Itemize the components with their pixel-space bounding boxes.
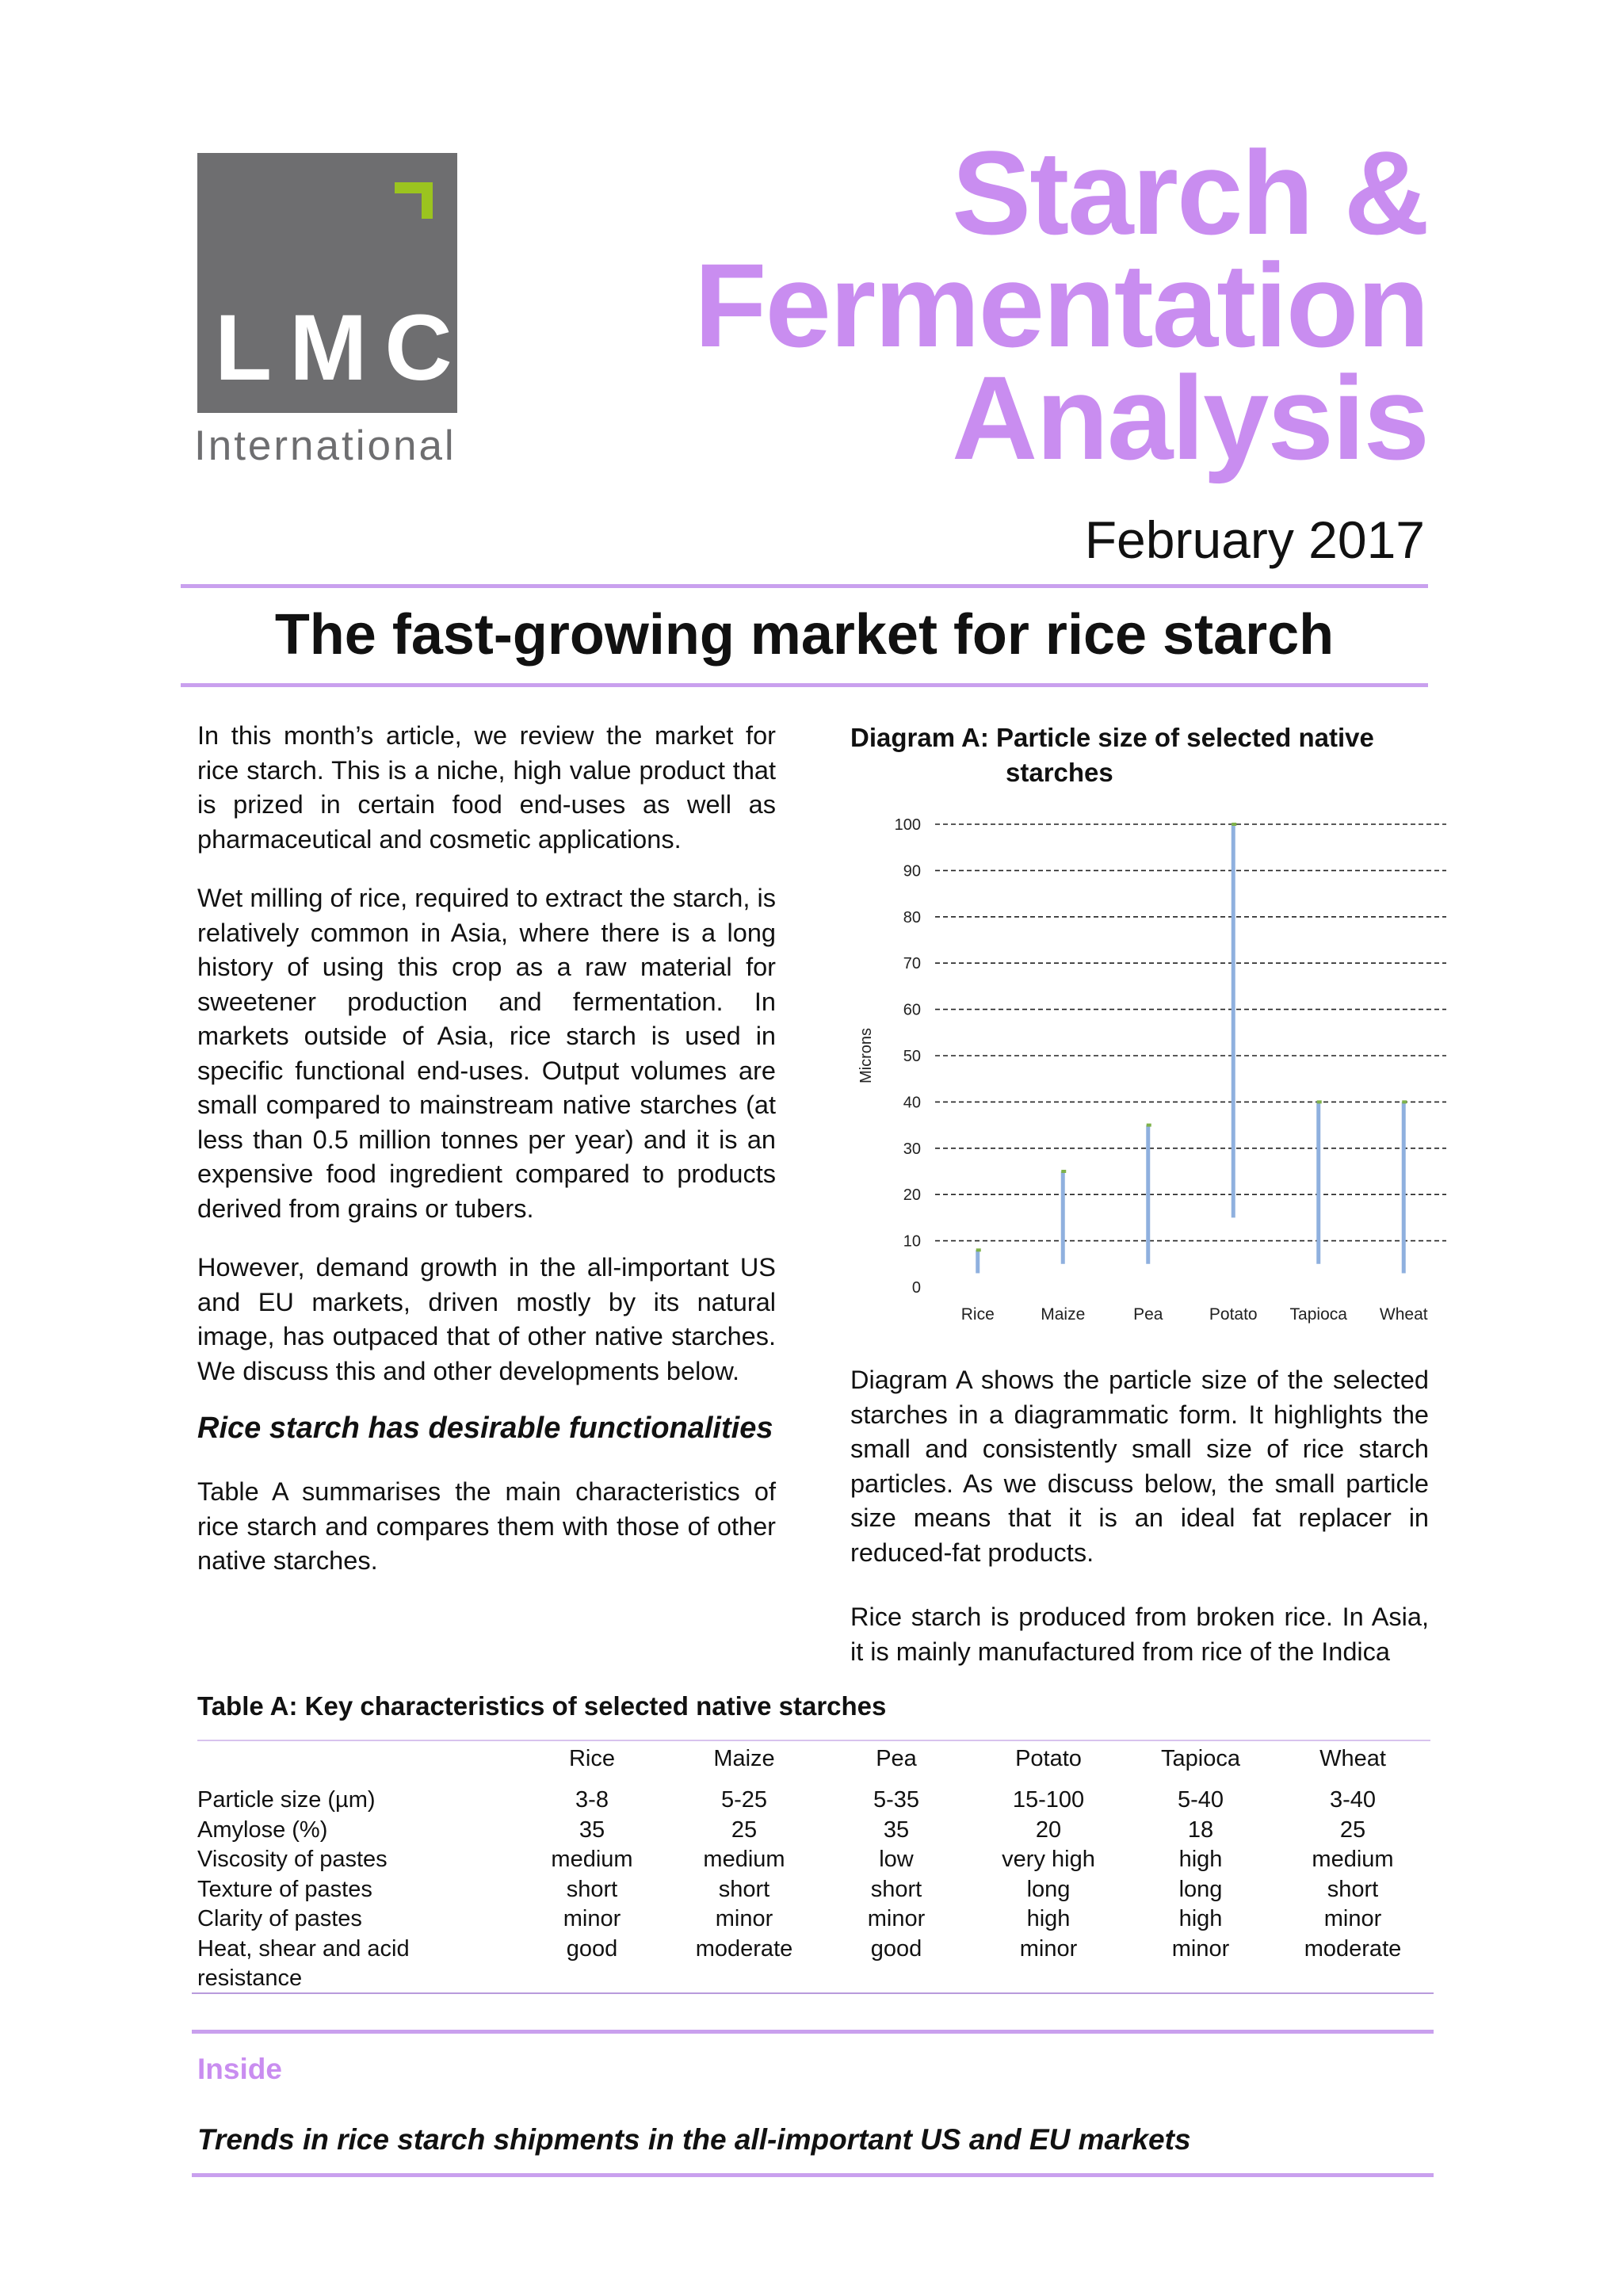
- section-subheading: Rice starch has desirable functionalities: [197, 1412, 773, 1445]
- table-cell: 35: [883, 1817, 910, 1843]
- table-rule-top: [197, 1740, 1430, 1741]
- table-cell: long: [1178, 1876, 1223, 1902]
- paragraph: Wet milling of rice, required to extract the starch, is relatively common in Asia, where there is a long history of using this crop as a raw material for sweetener production and fermentation. In markets outside of Asia, rice starch is used in specific functional end-uses. Output volumes are small compared to mainstream native starches (at less than 0.5 million tonnes per year) and it is an expensive food ingredient compared to products derived from grains or tubers.: [197, 884, 776, 1223]
- x-tick-label: Pea: [1133, 1305, 1163, 1324]
- table-cell: short: [870, 1876, 922, 1902]
- table-header-cell: Tapioca: [1161, 1746, 1240, 1771]
- y-axis-label: Microns: [857, 1027, 875, 1084]
- paragraph: However, demand growth in the all-important US and EU markets, driven mostly by its natural image, has outpaced that of other native starches. We discuss this and other developments below.: [197, 1253, 776, 1385]
- table-cell: medium: [551, 1847, 633, 1872]
- y-tick-label: 80: [903, 908, 921, 926]
- logo-subtitle: International: [194, 422, 456, 469]
- table-header-cell: Potato: [1015, 1746, 1082, 1771]
- table-cell: good: [566, 1935, 618, 1962]
- diagram-title-line-1: Diagram A: Particle size of selected native: [850, 723, 1374, 752]
- table-cell: 25: [1339, 1817, 1366, 1843]
- inside-rule-top: [192, 2030, 1434, 2034]
- article-title: The fast-growing market for rice starch: [274, 603, 1335, 667]
- paragraph: Diagram A shows the particle size of the selected starches in a diagrammatic form. It highlights the small and consistently small size of rice starch particles. As we discuss below, the small particle size means that it is an ideal fat replacer in reduced-fat products.: [850, 1366, 1429, 1567]
- table-cell: 20: [1035, 1817, 1062, 1843]
- diagram-title-line-2: starches: [1006, 758, 1113, 787]
- table-cell: minor: [1019, 1935, 1078, 1962]
- masthead-line-3: Analysis: [952, 351, 1428, 484]
- table-row: [197, 1786, 1430, 1815]
- table-cell: medium: [703, 1847, 785, 1872]
- masthead-line-2: Fermentation: [693, 239, 1428, 372]
- y-tick-label: 0: [911, 1279, 921, 1297]
- table-row-label: Clarity of pastes: [197, 1906, 362, 1931]
- table-header-cell: Wheat: [1319, 1746, 1386, 1771]
- table-cell: long: [1026, 1876, 1071, 1902]
- table-cell: high: [1178, 1906, 1223, 1931]
- table-cell: high: [1026, 1906, 1071, 1931]
- left-column: [197, 719, 776, 1603]
- logo-corner-mark-vertical: [422, 182, 433, 219]
- table-row-label: Texture of pastes: [197, 1876, 372, 1902]
- y-tick-label: 40: [903, 1094, 921, 1112]
- table-row-label: Viscosity of pastes: [197, 1847, 388, 1872]
- table-cell: moderate: [1304, 1935, 1402, 1962]
- table-cell: 15-100: [1012, 1787, 1085, 1813]
- y-tick-label: 70: [903, 955, 921, 973]
- table-cell: minor: [867, 1906, 926, 1931]
- title-rule-top: [181, 584, 1428, 588]
- y-tick-label: 20: [903, 1186, 921, 1205]
- table-row: [197, 1845, 1430, 1874]
- table-cell: 5-25: [720, 1787, 768, 1813]
- table-cell: minor: [1323, 1906, 1382, 1931]
- table-cell: medium: [1312, 1847, 1394, 1872]
- inside-rule-bottom: [192, 2173, 1434, 2177]
- y-tick-label: 30: [903, 1140, 921, 1158]
- table-cell: short: [718, 1876, 770, 1902]
- title-rule-bottom: [181, 683, 1428, 687]
- inside-label: Inside: [197, 2053, 282, 2085]
- y-tick-label: 60: [903, 1001, 921, 1019]
- table-row: [197, 1816, 1430, 1845]
- table-cell: low: [879, 1847, 914, 1872]
- right-column: [850, 1363, 1429, 1699]
- x-tick-label: Tapioca: [1289, 1305, 1347, 1324]
- table-cell: 18: [1187, 1817, 1214, 1843]
- table-cell: 5-35: [873, 1787, 920, 1813]
- issue-date: February 2017: [1084, 510, 1425, 569]
- logo-wordmark: LMC: [215, 296, 470, 400]
- table-cell: 3-8: [575, 1787, 609, 1813]
- table-cell: good: [870, 1935, 922, 1962]
- table-header-empty: [197, 1744, 516, 1774]
- table-header-row: [197, 1744, 1430, 1774]
- paragraph: Rice starch is produced from broken rice. In Asia, it is mainly manufactured from rice of the Indica: [850, 1603, 1429, 1666]
- table-cell: moderate: [695, 1935, 793, 1962]
- table-cell: short: [1327, 1876, 1379, 1902]
- table-cell: 35: [579, 1817, 605, 1843]
- table-row-label: Particle size (µm): [197, 1787, 376, 1813]
- x-tick-label: Potato: [1209, 1305, 1258, 1324]
- table-row-label: Heat, shear and acid resistance: [197, 1935, 410, 1991]
- x-tick-label: Maize: [1041, 1305, 1086, 1324]
- masthead-line-1: Starch &: [952, 126, 1428, 259]
- particle-size-chart: [850, 800, 1453, 1331]
- table-header-cell: Pea: [876, 1746, 917, 1771]
- table-header-cell: Maize: [713, 1746, 775, 1771]
- table-cell: 25: [731, 1817, 758, 1843]
- table-row: [197, 1935, 1430, 1993]
- table-rule-bottom: [192, 1992, 1434, 1994]
- x-tick-label: Rice: [960, 1305, 995, 1324]
- table-row: [197, 1904, 1430, 1934]
- diagram-title: [850, 720, 1453, 790]
- paragraph: Table A summarises the main characteristics of rice starch and compares them with those of other native starches.: [197, 1477, 776, 1575]
- paragraph: In this month’s article, we review the market for rice starch. This is a niche, high value product that is prized in certain food end-uses as well as pharmaceutical and cosmetic applications.: [197, 721, 776, 854]
- table-row-label: Amylose (%): [197, 1817, 328, 1843]
- table-cell: 5-40: [1177, 1787, 1224, 1813]
- y-tick-label: 100: [894, 816, 921, 834]
- x-tick-label: Wheat: [1379, 1305, 1428, 1324]
- y-tick-label: 50: [903, 1048, 921, 1065]
- table-cell: minor: [715, 1906, 773, 1931]
- table-row: [197, 1875, 1430, 1904]
- table-header-cell: Rice: [568, 1746, 615, 1771]
- table-cell: high: [1178, 1847, 1223, 1872]
- table-cell: very high: [1002, 1847, 1095, 1872]
- table-cell: minor: [1171, 1935, 1230, 1962]
- y-tick-label: 10: [903, 1232, 921, 1251]
- table-cell: short: [566, 1876, 618, 1902]
- y-tick-label: 90: [903, 862, 921, 881]
- table-title: Table A: Key characteristics of selected native starches: [197, 1691, 887, 1721]
- inside-item: Trends in rice starch shipments in the all-important US and EU markets: [197, 2123, 1191, 2156]
- table-cell: minor: [563, 1906, 621, 1931]
- table-cell: 3-40: [1329, 1787, 1377, 1813]
